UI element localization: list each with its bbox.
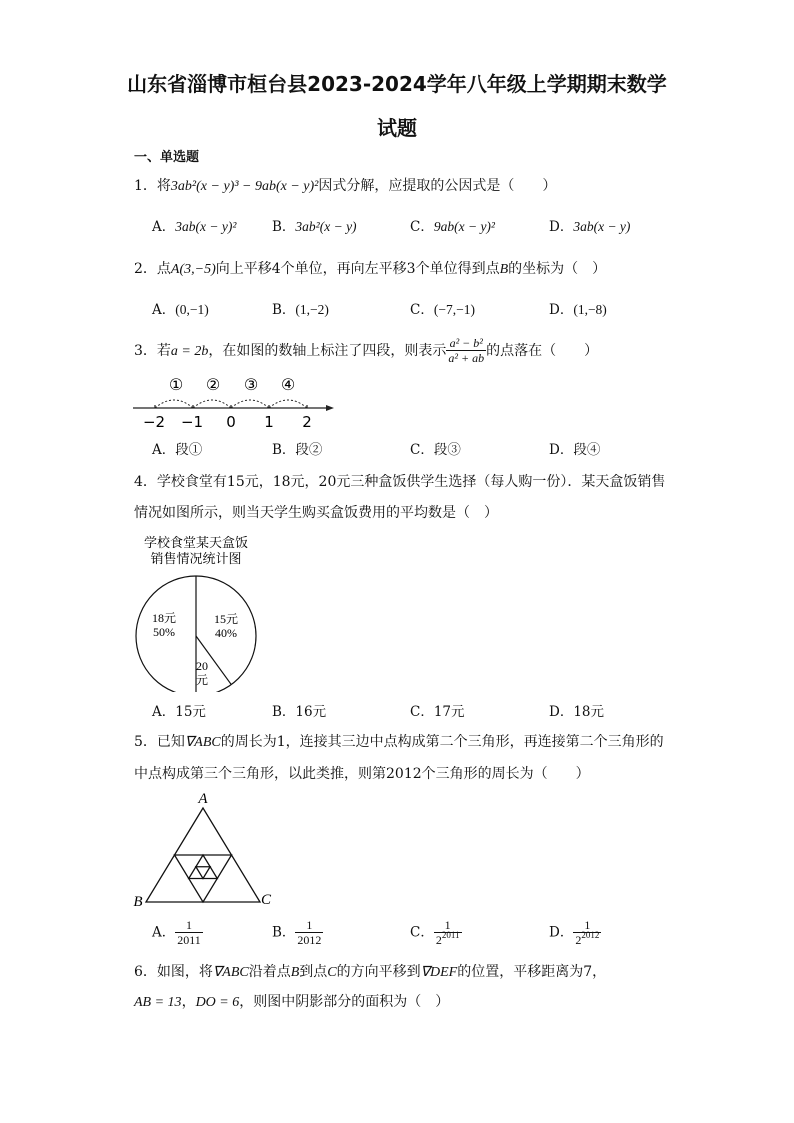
q5-option-c[interactable]: C． $\frac{1}{2^{2011}}$ bbox=[410, 918, 460, 947]
tick-label: 2 bbox=[302, 413, 312, 431]
tick-label: −1 bbox=[180, 413, 204, 431]
q4-option-b[interactable]: B．16元 bbox=[272, 704, 327, 720]
segment-label-2: ② bbox=[205, 375, 221, 394]
question-4-line-1: 4．学校食堂有15元，18元，20元三种盒饭供学生选择（每人购一份）．某天盒饭销售 bbox=[134, 474, 666, 490]
chart-title-line-2: 销售情况统计图 bbox=[150, 551, 242, 566]
question-2: 2．点A(3,−5)向上平移4个单位，再向左平移3个单位得到点B的坐标为（ ） bbox=[134, 261, 607, 277]
q2-option-c[interactable]: C．(−7,−1) bbox=[410, 302, 475, 318]
q1-expression: 3ab²(x − y)³ − 9ab(x − y)² bbox=[170, 179, 319, 194]
q1-option-c[interactable]: C．9ab(x − y)² bbox=[410, 219, 495, 235]
slice-label-18: 18元 bbox=[151, 611, 177, 625]
vertex-label-c: C bbox=[260, 892, 272, 908]
q4-option-a[interactable]: A．15元 bbox=[152, 704, 206, 720]
q1-option-d[interactable]: D．3ab(x − y) bbox=[549, 219, 631, 235]
q2-option-a[interactable]: A．(0,−1) bbox=[152, 302, 209, 318]
tick-label: 1 bbox=[264, 413, 274, 431]
segment-label-4: ④ bbox=[280, 375, 296, 394]
q3-option-b[interactable]: B．段② bbox=[272, 442, 323, 458]
q1-option-a[interactable]: A．3ab(x − y)² bbox=[152, 219, 237, 235]
q5-option-d[interactable]: D． $\frac{1}{2^{2012}}$ bbox=[549, 918, 600, 947]
q2-option-d[interactable]: D．(1,−8) bbox=[549, 302, 607, 318]
q3-option-c[interactable]: C．段③ bbox=[410, 442, 461, 458]
q3-fraction: $\frac{\text{a² − b²}}{\text{a² + ab}}$ bbox=[448, 336, 485, 365]
slice-label-20-part1: 20 bbox=[196, 659, 208, 673]
question-5-line-1: 5．已知∇ABC的周长为1，连接其三边中点构成第二个三角形，再连接第二个三角形的 bbox=[134, 734, 664, 750]
q5-option-a[interactable]: A． $\frac{1}{2011}$ bbox=[152, 918, 201, 947]
question-3: 3．若a = 2b，在如图的数轴上标注了四段，则表示 $\frac{\text{a² − b²}}{\text{a² + ab}}$ 的点落在（ ） bbox=[134, 336, 599, 365]
segment-label-3: ③ bbox=[243, 375, 259, 394]
question-6-line-2: AB = 13，DO = 6，则图中阴影部分的面积为（ ） bbox=[134, 994, 450, 1010]
question-6-line-1: 6．如图，将∇ABC沿着点B到点C的方向平移到∇DEF的位置，平移距离为7， bbox=[134, 964, 607, 980]
tick-label: 0 bbox=[226, 413, 236, 431]
q4-option-d[interactable]: D．18元 bbox=[549, 704, 605, 720]
question-4-line-2: 情况如图所示，则当天学生购买盒饭费用的平均数是（ ） bbox=[134, 505, 498, 521]
chart-title-line-1: 学校食堂某天盒饭 bbox=[143, 535, 249, 550]
question-1: 1．将3ab²(x − y)³ − 9ab(x − y)²因式分解，应提取的公因式是（ ） bbox=[134, 178, 557, 194]
q5-option-b[interactable]: B． $\frac{1}{2012}$ bbox=[272, 918, 322, 947]
title-line-2: 试题 bbox=[377, 116, 417, 140]
number-line-figure bbox=[130, 370, 340, 432]
question-5-line-2: 中点构成第三个三角形，以此类推，则第2012个三角形的周长为（ ） bbox=[134, 766, 590, 782]
slice-label-15: 15元 bbox=[213, 612, 239, 626]
q2-option-b[interactable]: B．(1,−2) bbox=[272, 302, 329, 318]
q3-option-a[interactable]: A．段① bbox=[152, 442, 203, 458]
pie-chart bbox=[128, 532, 268, 692]
number-line-arrow bbox=[326, 405, 334, 411]
tick-label: −2 bbox=[142, 413, 166, 431]
title-line-1: 山东省淄博市桓台县2023-2024学年八年级上学期期末数学 bbox=[127, 72, 667, 96]
q1-option-b[interactable]: B．3ab²(x − y) bbox=[272, 219, 357, 235]
vertex-label-a: A bbox=[198, 791, 208, 807]
triangle-figure bbox=[128, 788, 278, 910]
q3-option-d[interactable]: D．段④ bbox=[549, 442, 601, 458]
slice-label-20-part2: 元 bbox=[195, 673, 209, 687]
q4-option-c[interactable]: C．17元 bbox=[410, 704, 465, 720]
fourth-triangle bbox=[196, 867, 210, 879]
slice-percent-18: 50% bbox=[153, 625, 175, 639]
segment-label-1: ① bbox=[168, 375, 184, 394]
section-heading: 一、单选题 bbox=[134, 150, 200, 165]
vertex-label-b: B bbox=[133, 894, 143, 910]
slice-percent-15: 40% bbox=[215, 626, 237, 640]
